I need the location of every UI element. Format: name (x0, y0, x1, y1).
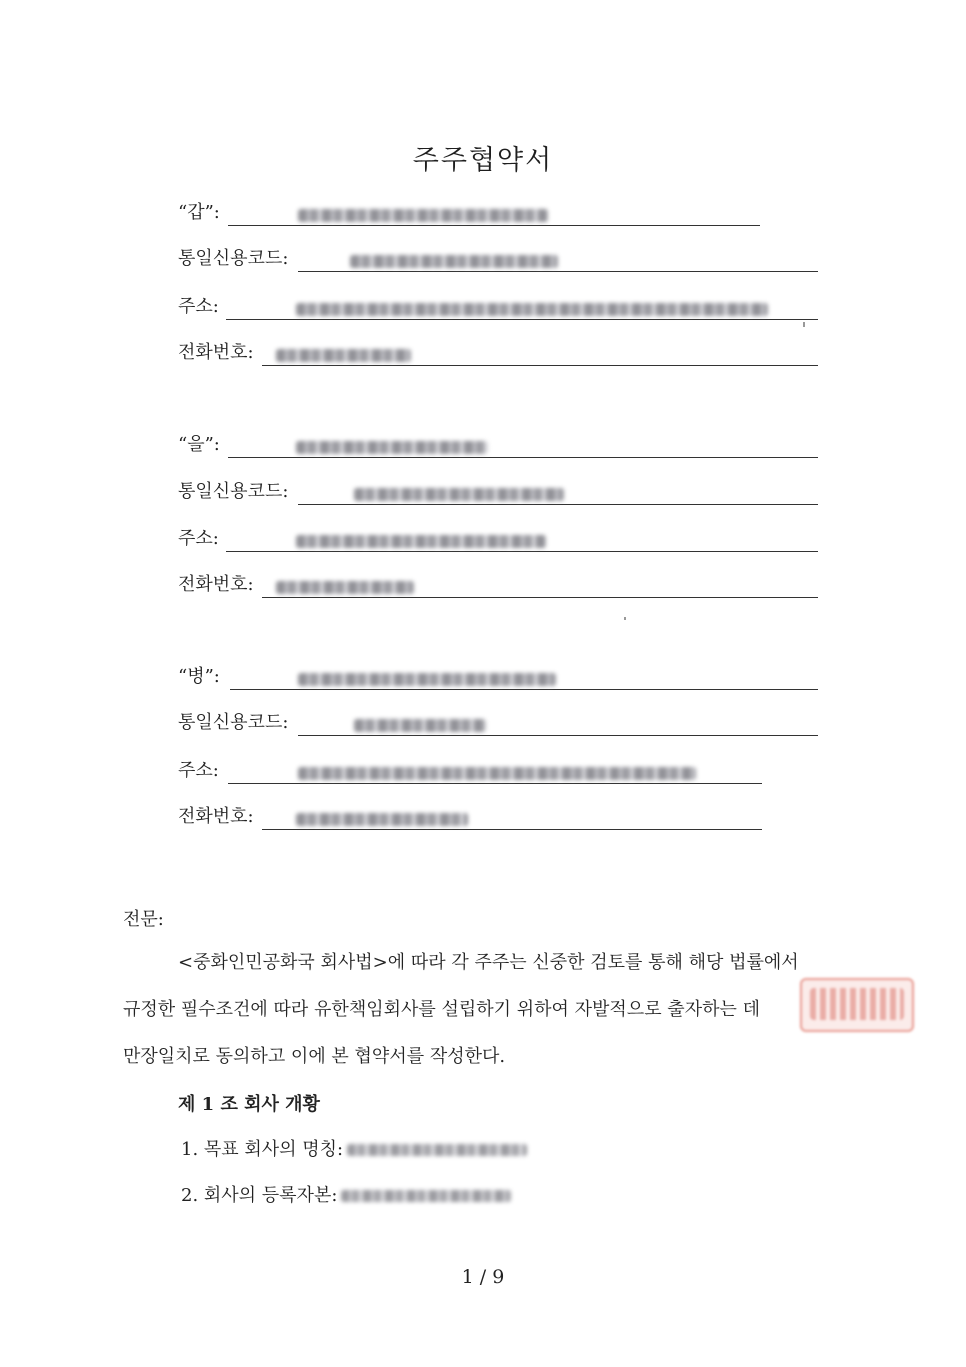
party-2-phone-label: 전화번호: (178, 574, 254, 595)
party-2-label: “을”: (178, 434, 220, 455)
article-1-item-1-label: 1. 목표 회사의 명칭: (181, 1139, 344, 1160)
redacted-text (296, 535, 546, 548)
party-2-address-row (178, 524, 818, 554)
preamble-line-2: 규정한 필수조건에 따라 유한책임회사를 설립하기 위하여 자발적으로 출자하는 데 (123, 999, 760, 1020)
party-1-code-row (178, 244, 818, 274)
redacted-text (341, 1190, 511, 1202)
party-2-address-label: 주소: (178, 528, 219, 549)
party-2-code-label: 통일신용코드: (178, 481, 289, 502)
party-1-phone-row (178, 338, 818, 368)
seal-stamp-mark (810, 988, 904, 1020)
article-1-item-1 (181, 1135, 527, 1161)
article-1-item-2 (181, 1181, 511, 1207)
party-3-name-row (178, 662, 818, 692)
party-3-code-label: 통일신용코드: (178, 712, 289, 733)
seal-stamp (800, 978, 914, 1032)
fill-line (228, 783, 762, 784)
redacted-text (350, 255, 558, 268)
party-1-code-label: 통일신용코드: (178, 248, 289, 269)
redacted-text (354, 719, 486, 732)
scan-speck (624, 617, 626, 620)
party-1-phone-label: 전화번호: (178, 342, 254, 363)
article-1-heading: 제 1 조 회사 개황 (178, 1094, 320, 1115)
fill-line (230, 689, 818, 690)
redacted-text (296, 303, 768, 316)
redacted-text (354, 488, 564, 501)
fill-line (226, 319, 818, 320)
party-2-phone-row (178, 570, 818, 600)
fill-line (262, 829, 762, 830)
fill-line (228, 225, 760, 226)
party-3-phone-label: 전화번호: (178, 806, 254, 827)
party-3-phone-row (178, 802, 762, 832)
party-2-code-row (178, 477, 818, 507)
document-title: 주주협약서 (412, 145, 554, 176)
fill-line (226, 551, 818, 552)
redacted-text (347, 1144, 527, 1156)
party-3-code-row (178, 708, 818, 738)
article-1-item-2-label: 2. 회사의 등록자본: (181, 1185, 338, 1206)
fill-line (298, 735, 818, 736)
preamble-line-3: 만장일치로 동의하고 이에 본 협약서를 작성한다. (123, 1046, 506, 1067)
party-3-address-label: 주소: (178, 760, 219, 781)
redacted-text (276, 349, 411, 362)
preamble-line-1: <중화인민공화국 회사법>에 따라 각 주주는 신중한 검토를 통해 해당 법률에서 (178, 952, 799, 973)
redacted-text (298, 767, 696, 780)
fill-line (228, 457, 818, 458)
scan-speck (803, 322, 805, 327)
fill-line (298, 504, 818, 505)
party-3-label: “병”: (178, 666, 220, 687)
redacted-text (298, 673, 556, 686)
party-1-address-label: 주소: (178, 296, 219, 317)
redacted-text (276, 581, 414, 594)
fill-line (262, 365, 818, 366)
party-1-label: “갑”: (178, 202, 220, 223)
fill-line (298, 271, 818, 272)
preamble-label: 전문: (123, 909, 164, 930)
redacted-text (296, 813, 468, 826)
redacted-text (298, 209, 548, 222)
redacted-text (296, 441, 488, 454)
party-3-address-row (178, 756, 762, 786)
page-number: 1 / 9 (461, 1266, 505, 1288)
party-2-name-row (178, 430, 818, 460)
party-1-address-row (178, 292, 818, 322)
party-1-name-row (178, 198, 760, 228)
fill-line (262, 597, 818, 598)
